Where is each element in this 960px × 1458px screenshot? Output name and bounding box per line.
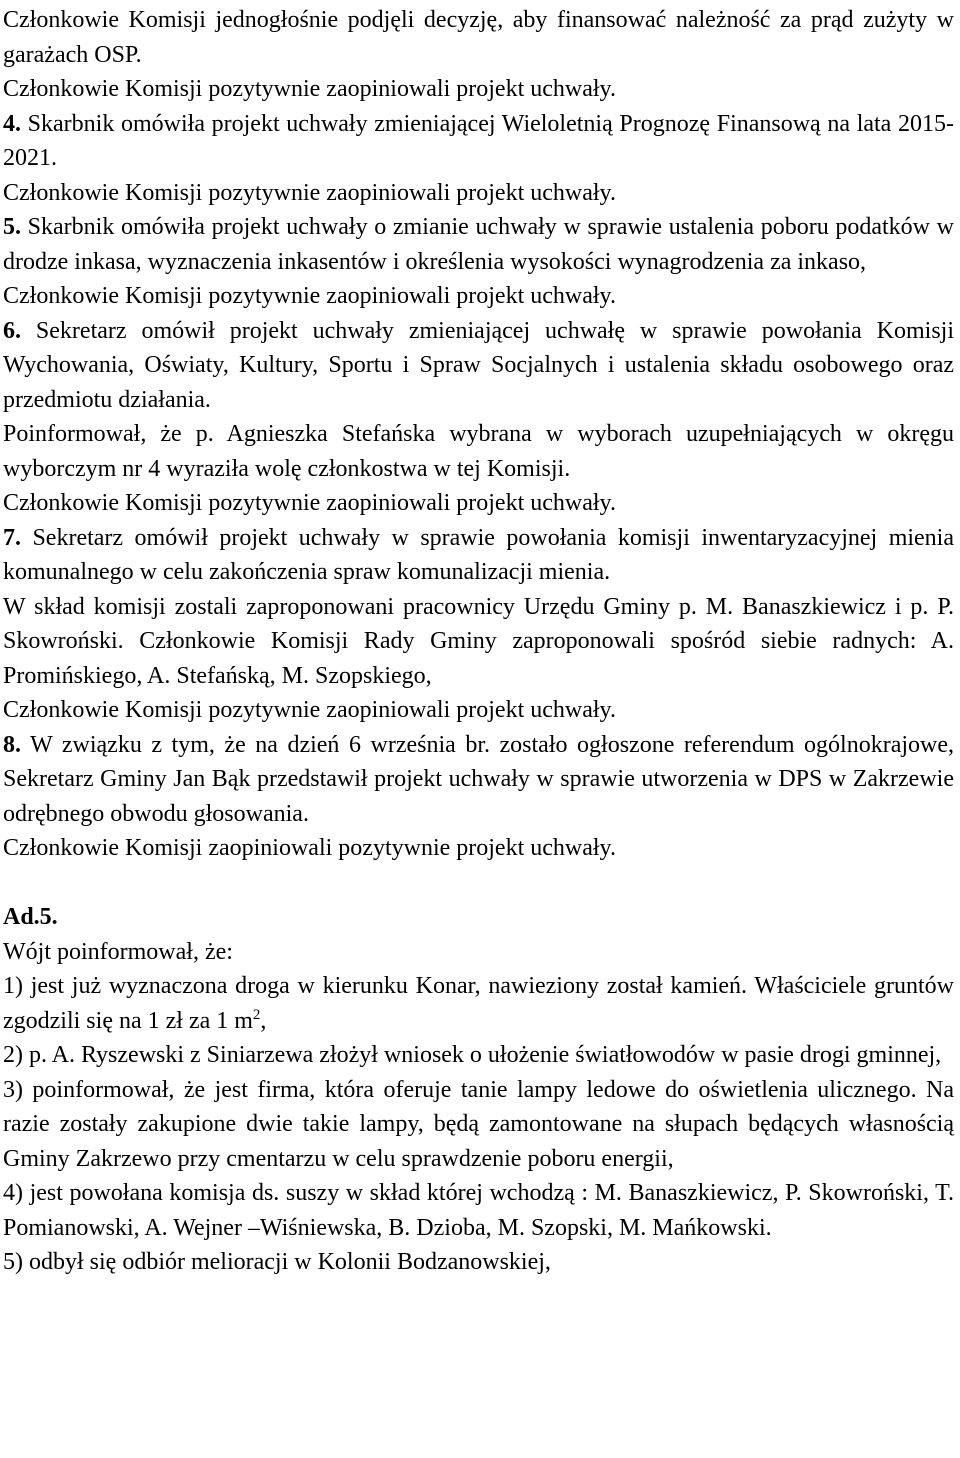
blank-line [3, 866, 954, 901]
item-number: 6. [3, 317, 21, 344]
item-text: Skarbnik omówiła projekt uchwały zmieniającej Wieloletnią Prognozę Finansową na lata 2015-2021. [3, 110, 954, 171]
list-item-2: 2) p. A. Ryszewski z Siniarzewa złożył wniosek o ułożenie światłowodów w pasie drogi gminnej, [3, 1042, 942, 1068]
paragraph-opinion: Członkowie Komisji pozytywnie zaopiniowali projekt uchwały. [3, 490, 616, 516]
paragraph-opinion: Członkowie Komisji pozytywnie zaopiniowali projekt uchwały. [3, 179, 616, 206]
paragraph-opinion: Członkowie Komisji pozytywnie zaopiniowali projekt uchwały. [3, 697, 616, 723]
section-heading: Ad.5. [3, 904, 58, 930]
item-number: 8. [3, 731, 21, 758]
agenda-item-7 [3, 521, 954, 590]
item-text: W związku z tym, że na dzień 6 września br. zostało ogłoszone referendum ogólnokrajowe, Sekretarz Gminy Jan Bąk przedstawił projekt uchwały w sprawie utworzenia w DPS w Zakrzewie odrębnego obwodu głosowania. [3, 731, 954, 827]
paragraph-opinion: Członkowie Komisji pozytywnie zaopiniowali projekt uchwały. [3, 283, 616, 309]
list-item-1 [3, 969, 954, 1038]
list-item-text: 1) jest już wyznaczona droga w kierunku Konar, nawieziony został kamień. Właściciele gruntów zgodzili się na 1 zł za 1 m [3, 973, 954, 1034]
paragraph-opinion: Członkowie Komisji pozytywnie zaopiniowali projekt uchwały. [3, 76, 616, 102]
item-number: 7. [3, 524, 21, 551]
superscript: 2 [252, 1006, 261, 1023]
agenda-item-4 [3, 107, 954, 176]
paragraph-wojt-intro: Wójt poinformował, że: [3, 938, 233, 965]
item-text: Skarbnik omówiła projekt uchwały o zmianie uchwały w sprawie ustalenia poboru podatków w drodze inkasa, wyznaczenia inkasentów i określenia wysokości wynagrodzenia za inkaso, [3, 214, 954, 275]
document-page [3, 3, 954, 1280]
list-item-3: 3) poinformował, że jest firma, która oferuje tanie lampy ledowe do oświetlenia ulicznego. Na razie zostały zakupione dwie takie lampy, będą zamontowane na słupach będących własnością Gminy Zakrzewo przy cmentarzu w celu sprawdzenie poboru energii, [3, 1076, 954, 1172]
agenda-item-5 [3, 210, 954, 279]
agenda-item-6 [3, 314, 954, 418]
item-text: Sekretarz omówił projekt uchwały w sprawie powołania komisji inwentaryzacyjnej mienia komunalnego w celu zakończenia spraw komunalizacji mienia. [3, 524, 954, 585]
paragraph-opinion: Członkowie Komisji zaopiniowali pozytywnie projekt uchwały. [3, 835, 616, 861]
paragraph-commission-members: W skład komisji zostali zaproponowani pracownicy Urzędu Gminy p. M. Banaszkiewicz i p. P. Skowroński. Członkowie Komisji Rady Gminy zaproponowali spośród siebie radnych: A. Promińskiego, A. Stefańską, M. Szopskiego, [3, 593, 954, 689]
agenda-item-8 [3, 728, 954, 832]
paragraph-stefanska: Poinformował, że p. Agnieszka Stefańska wybrana w wyborach uzupełniających w okręgu wyborczym nr 4 wyraziła wolę członkostwa w tej Komisji. [3, 421, 954, 482]
paragraph-osp-decision: Członkowie Komisji jednogłośnie podjęli decyzję, aby finansować należność za prąd zużyty w garażach OSP. [3, 7, 954, 68]
list-item-text-end: , [260, 1007, 267, 1034]
item-text: Sekretarz omówił projekt uchwały zmieniającej uchwałę w sprawie powołania Komisji Wychowania, Oświaty, Kultury, Sportu i Spraw Socjalnych i ustalenia składu osobowego oraz przedmiotu działania. [3, 317, 954, 413]
item-number: 5. [3, 214, 21, 240]
item-number: 4. [3, 110, 21, 137]
list-item-4: 4) jest powołana komisja ds. suszy w skład której wchodzą : M. Banaszkiewicz, P. Skowroński, T. Pomianowski, A. Wejner –Wiśniewska, B. Dzioba, M. Szopski, M. Mańkowski. [3, 1180, 954, 1241]
list-item-5: 5) odbył się odbiór melioracji w Kolonii Bodzanowskiej, [3, 1249, 551, 1275]
